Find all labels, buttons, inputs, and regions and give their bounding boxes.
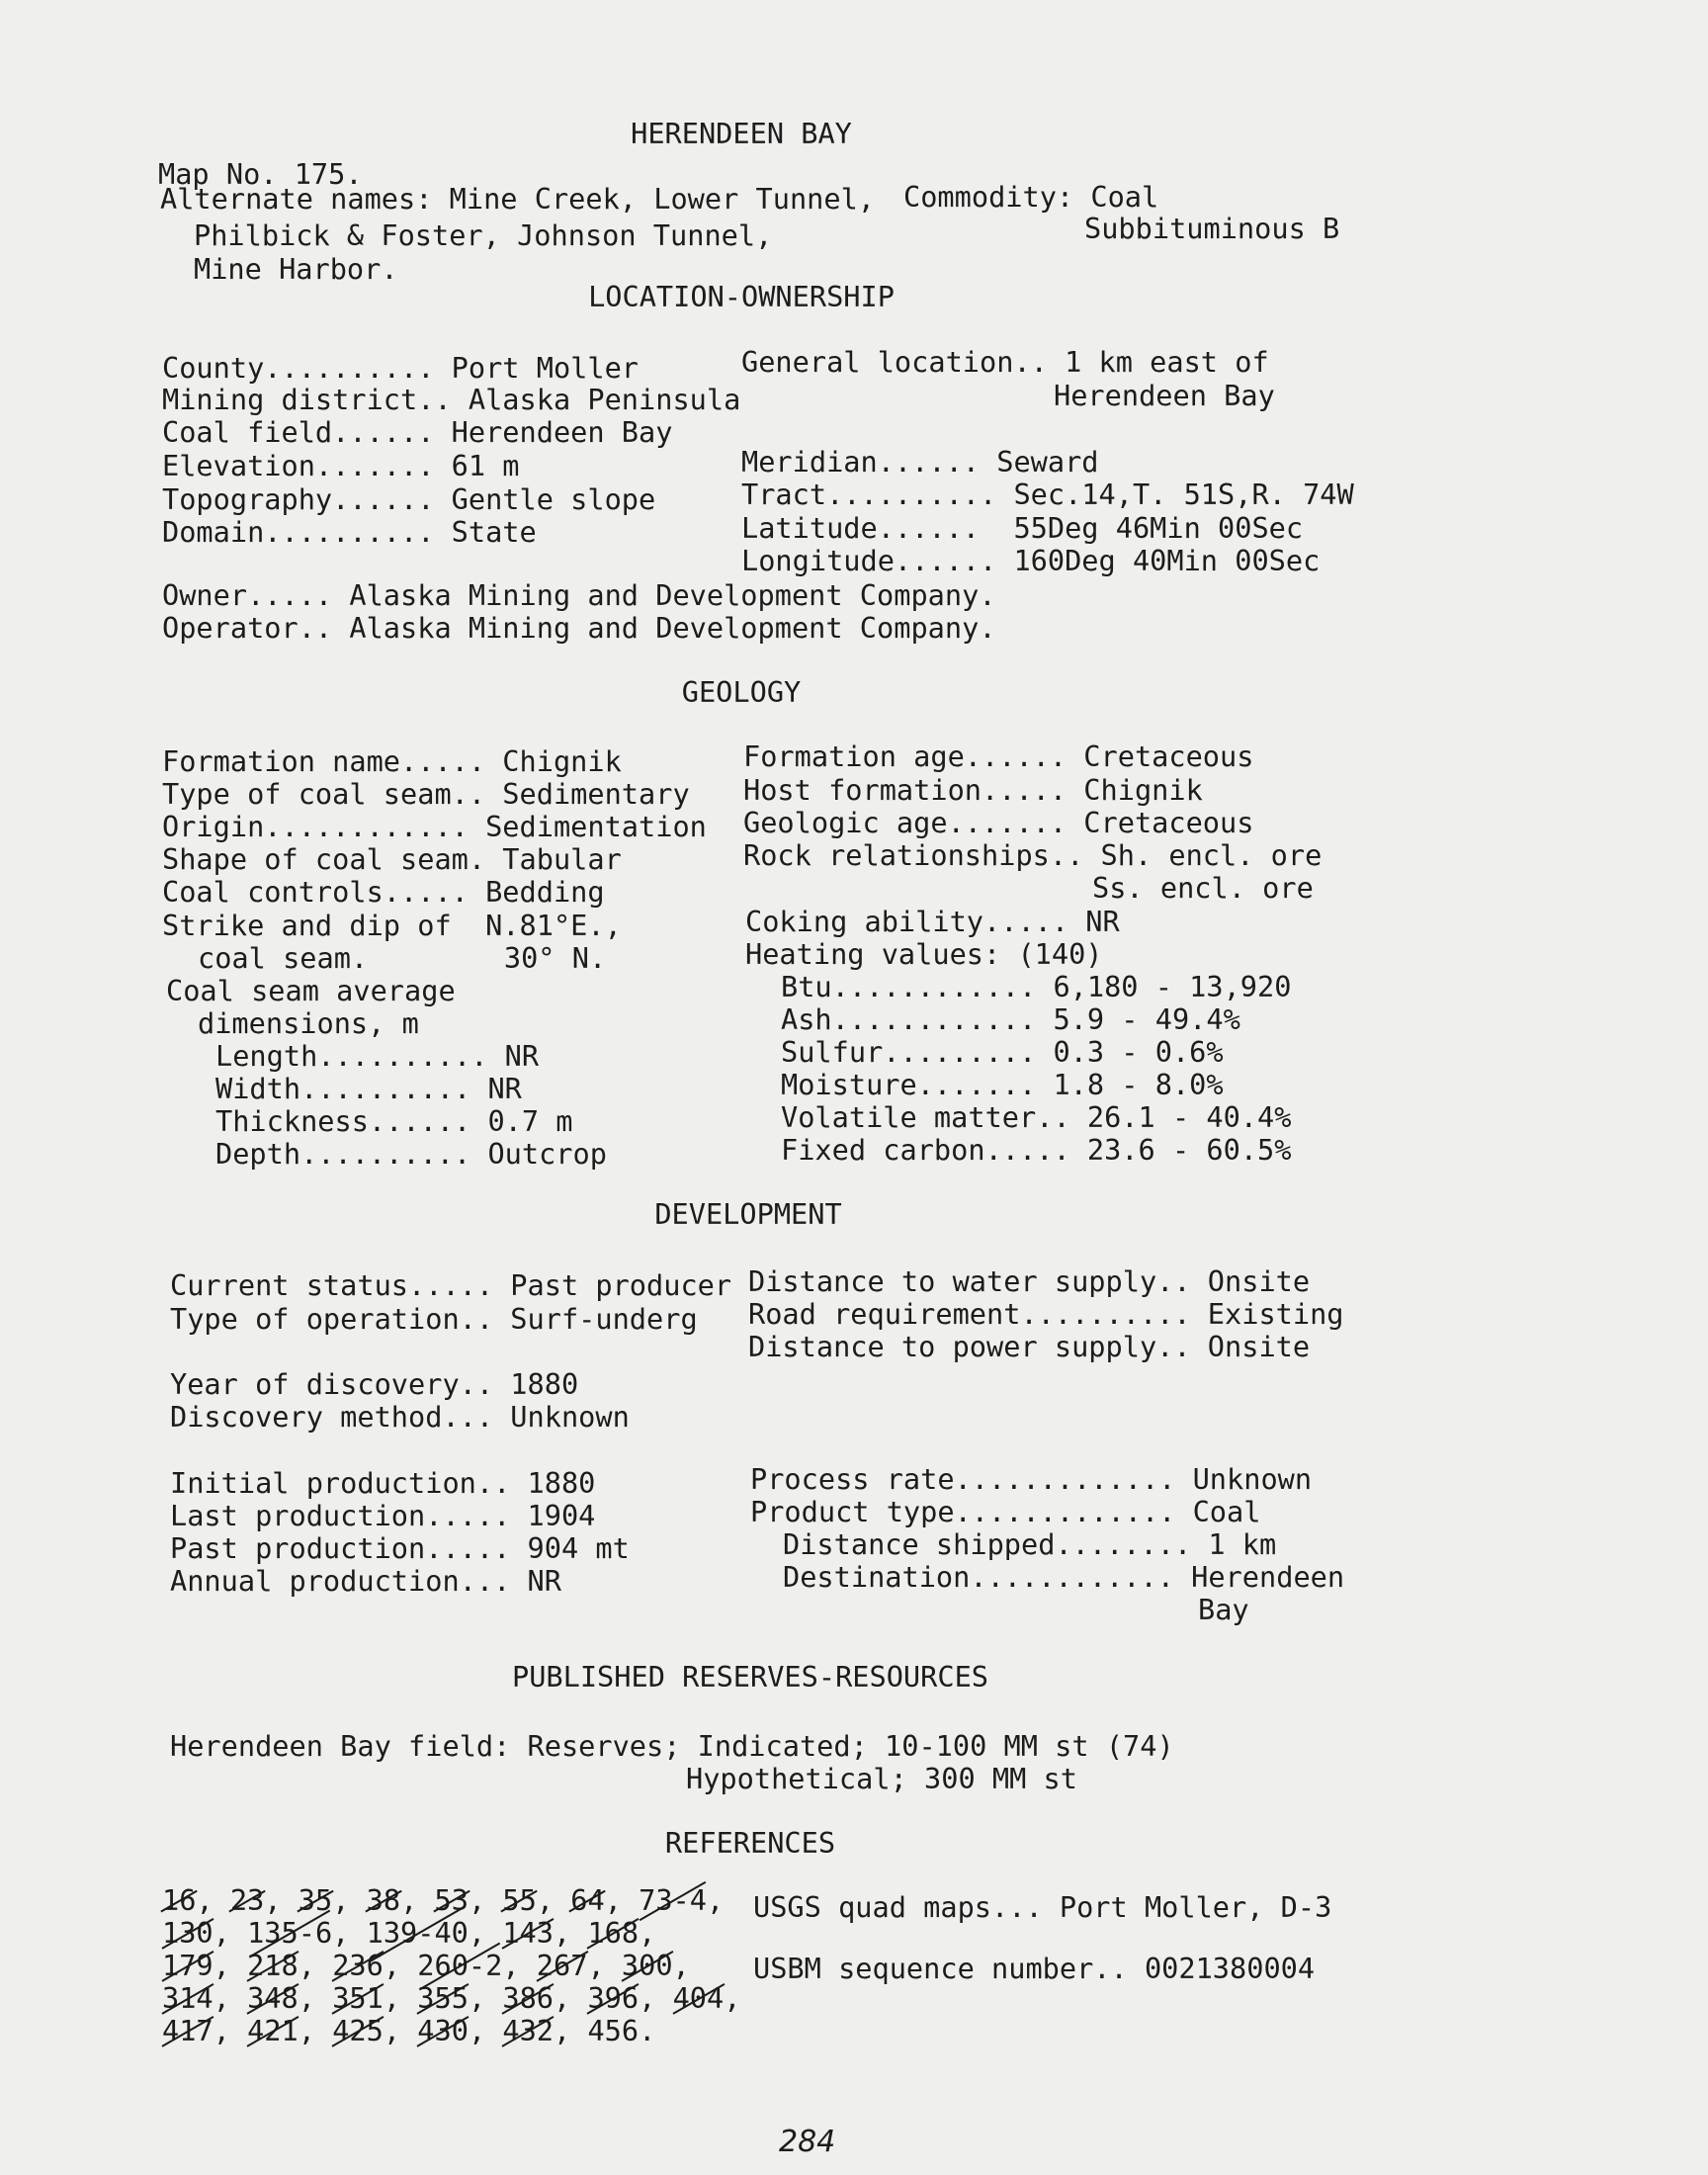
reference-text: , xyxy=(724,1981,741,2015)
reference-text: , xyxy=(264,1883,299,1917)
struck-reference-number: 16 xyxy=(162,1883,197,1917)
reference-text: , xyxy=(196,1883,230,1917)
reference-text: , xyxy=(604,1883,640,1917)
owner: Owner..... Alaska Mining and Development Company. xyxy=(162,578,996,612)
section-heading-references: REFERENCES xyxy=(664,1826,836,1860)
struck-reference-number: 425 xyxy=(332,2014,384,2047)
section-heading-geology: GEOLOGY xyxy=(681,675,802,709)
domain: Domain.......... State xyxy=(162,515,537,549)
reference-line xyxy=(162,1982,755,2015)
struck-reference-number: 314 xyxy=(162,1981,214,2015)
reference-text: , xyxy=(383,1981,418,2015)
reference-text: , xyxy=(213,1949,248,1982)
commodity: Commodity: Coal xyxy=(903,180,1159,214)
struck-reference-number: 260-2 xyxy=(417,1949,503,1982)
year-of-discovery: Year of discovery.. 1880 xyxy=(170,1367,579,1401)
struck-reference-number: 355 xyxy=(417,1981,469,2015)
ash: Ash............ 5.9 - 49.4% xyxy=(781,1002,1240,1036)
seam-average-line-2: dimensions, m xyxy=(198,1006,419,1040)
struck-reference-number: 236 xyxy=(332,1949,384,1982)
struck-reference-number: 64 xyxy=(570,1883,605,1917)
struck-reference-number: 430 xyxy=(417,2014,469,2047)
struck-reference-number: 179 xyxy=(162,1949,214,1982)
reference-text: , xyxy=(213,1981,248,2015)
reference-text: , xyxy=(672,1949,690,1982)
seam-width: Width.......... NR xyxy=(215,1072,522,1105)
seam-thickness: Thickness...... 0.7 m xyxy=(215,1104,573,1138)
reference-line xyxy=(162,2015,755,2047)
fixed-carbon: Fixed carbon..... 23.6 - 60.5% xyxy=(781,1133,1292,1167)
reference-line xyxy=(162,1917,755,1950)
formation-age: Formation age...... Cretaceous xyxy=(743,740,1254,773)
strike-dip-line-2: coal seam. 30° N. xyxy=(198,941,607,975)
reference-text: , xyxy=(213,1916,248,1950)
reserves-line-2: Hypothetical; 300 MM st xyxy=(686,1762,1077,1795)
section-heading-location: LOCATION-OWNERSHIP xyxy=(588,280,895,313)
tract: Tract.......... Sec.14,T. 51S,R. 74W xyxy=(741,478,1354,511)
meridian: Meridian...... Seward xyxy=(741,445,1099,478)
reference-text: , xyxy=(468,1916,503,1950)
struck-reference-number: 35 xyxy=(298,1883,333,1917)
reference-text: , xyxy=(383,2014,418,2047)
reference-text: , xyxy=(383,1949,418,1982)
volatile-matter: Volatile matter.. 26.1 - 40.4% xyxy=(781,1100,1292,1134)
reference-text: , xyxy=(332,1916,367,1950)
reference-text: , xyxy=(587,1949,622,1982)
struck-reference-number: 55 xyxy=(502,1883,537,1917)
reference-text: , xyxy=(502,1949,537,1982)
rock-relationships-line-1: Rock relationships.. Sh. encl. ore xyxy=(743,838,1323,872)
struck-reference-number: 351 xyxy=(332,1981,384,2015)
reference-text: 456. xyxy=(587,2014,656,2047)
current-status: Current status..... Past producer xyxy=(170,1268,732,1302)
usgs-quad-maps: USGS quad maps... Port Moller, D-3 xyxy=(753,1890,1332,1924)
commodity-rank: Subbituminous B xyxy=(1084,212,1340,245)
host-formation: Host formation..... Chignik xyxy=(743,773,1203,807)
operator: Operator.. Alaska Mining and Development Company. xyxy=(162,611,996,645)
reference-text: , xyxy=(554,1916,588,1950)
reference-text: , xyxy=(554,1981,588,2015)
reference-text: , xyxy=(554,2014,588,2047)
page-number: 284 xyxy=(779,2125,836,2159)
destination-line-2: Bay xyxy=(1198,1593,1249,1626)
moisture: Moisture....... 1.8 - 8.0% xyxy=(781,1068,1224,1101)
struck-reference-number: 73-4 xyxy=(639,1883,707,1917)
reference-text: , xyxy=(468,1981,503,2015)
coal-field: Coal field...... Herendeen Bay xyxy=(162,415,673,449)
alternate-names-line-3: Mine Harbor. xyxy=(194,252,398,286)
topography: Topography...... Gentle slope xyxy=(162,482,656,516)
struck-reference-number: 38 xyxy=(366,1883,401,1917)
section-heading-reserves: PUBLISHED RESERVES-RESOURCES xyxy=(511,1660,989,1694)
struck-reference-number: 143 xyxy=(502,1916,554,1950)
struck-reference-number: 432 xyxy=(502,2014,555,2047)
product-type: Product type............. Coal xyxy=(750,1495,1261,1528)
reference-text: , xyxy=(536,1883,571,1917)
process-rate: Process rate............. Unknown xyxy=(750,1462,1313,1496)
struck-reference-number: 267 xyxy=(536,1949,588,1982)
operation-type: Type of operation.. Surf-underg xyxy=(170,1302,698,1336)
latitude: Latitude...... 55Deg 46Min 00Sec xyxy=(741,511,1304,545)
struck-reference-number: 168 xyxy=(587,1916,640,1950)
reference-text: , xyxy=(298,1981,333,2015)
reference-text: , xyxy=(639,1981,673,2015)
map-number: Map No. 175. xyxy=(158,157,363,191)
struck-reference-number: 417 xyxy=(162,2014,214,2047)
distance-shipped: Distance shipped........ 1 km xyxy=(783,1527,1277,1561)
mining-district: Mining district.. Alaska Peninsula xyxy=(162,383,741,416)
usbm-sequence-number: USBM sequence number.. 0021380004 xyxy=(753,1952,1316,1985)
reference-text: , xyxy=(298,2014,333,2047)
seam-length: Length.......... NR xyxy=(215,1039,540,1073)
reference-text: , xyxy=(213,2014,248,2047)
initial-production: Initial production.. 1880 xyxy=(170,1466,596,1500)
struck-reference-number: 135-6 xyxy=(247,1916,333,1950)
coking-ability: Coking ability..... NR xyxy=(745,905,1120,938)
reference-text: , xyxy=(707,1883,725,1917)
last-production: Last production..... 1904 xyxy=(170,1499,596,1532)
reference-text: , xyxy=(400,1883,435,1917)
discovery-method: Discovery method... Unknown xyxy=(170,1400,630,1434)
alternate-names-line-1: Alternate names: Mine Creek, Lower Tunnel, xyxy=(160,182,876,216)
struck-reference-number: 421 xyxy=(247,2014,299,2047)
seam-depth: Depth.......... Outcrop xyxy=(215,1137,607,1171)
rock-relationships-line-2: Ss. encl. ore xyxy=(1092,871,1314,905)
elevation: Elevation....... 61 m xyxy=(162,449,520,482)
county: County.......... Port Moller xyxy=(162,351,640,385)
general-location-line-2: Herendeen Bay xyxy=(1054,379,1275,412)
struck-reference-number: 23 xyxy=(229,1883,265,1917)
struck-reference-number: 404 xyxy=(672,1981,725,2015)
btu: Btu............ 6,180 - 13,920 xyxy=(781,970,1292,1003)
reference-text: , xyxy=(639,1916,656,1950)
reserves-line-1: Herendeen Bay field: Reserves; Indicated; 10-100 MM st (74) xyxy=(170,1729,1174,1763)
reference-text: , xyxy=(332,1883,367,1917)
longitude: Longitude...... 160Deg 40Min 00Sec xyxy=(741,544,1321,577)
seam-shape: Shape of coal seam. Tabular xyxy=(162,842,622,876)
destination-line-1: Destination............ Herendeen xyxy=(783,1560,1345,1594)
struck-reference-number: 139-40 xyxy=(366,1916,469,1950)
sulfur: Sulfur......... 0.3 - 0.6% xyxy=(781,1035,1224,1069)
coal-seam-type: Type of coal seam.. Sedimentary xyxy=(162,777,690,811)
strike-dip-line-1: Strike and dip of N.81°E., xyxy=(162,909,622,942)
struck-reference-number: 386 xyxy=(502,1981,555,2015)
reference-text: , xyxy=(298,1949,333,1982)
general-location-line-1: General location.. 1 km east of xyxy=(741,345,1269,379)
seam-average-line-1: Coal seam average xyxy=(166,974,456,1007)
coal-controls: Coal controls..... Bedding xyxy=(162,875,605,909)
reference-number-list xyxy=(162,1884,755,2047)
struck-reference-number: 130 xyxy=(162,1916,214,1950)
struck-reference-number: 396 xyxy=(587,1981,640,2015)
heating-values: Heating values: (140) xyxy=(745,937,1103,971)
reference-line xyxy=(162,1884,755,1917)
distance-power-supply: Distance to power supply.. Onsite xyxy=(748,1330,1311,1363)
struck-reference-number: 348 xyxy=(247,1981,299,2015)
annual-production: Annual production... NR xyxy=(170,1564,561,1598)
struck-reference-number: 53 xyxy=(434,1883,469,1917)
past-production: Past production..... 904 mt xyxy=(170,1531,630,1565)
geologic-age: Geologic age....... Cretaceous xyxy=(743,806,1254,839)
reference-line xyxy=(162,1950,755,1982)
section-heading-development: DEVELOPMENT xyxy=(654,1197,842,1231)
formation-name: Formation name..... Chignik xyxy=(162,744,622,778)
origin: Origin............ Sedimentation xyxy=(162,810,707,843)
reference-text: , xyxy=(468,1883,503,1917)
struck-reference-number: 218 xyxy=(247,1949,299,1982)
page-title: HERENDEEN BAY xyxy=(631,117,852,150)
alternate-names-line-2: Philbick & Foster, Johnson Tunnel, xyxy=(194,218,773,252)
distance-water-supply: Distance to water supply.. Onsite xyxy=(748,1264,1311,1298)
road-requirement: Road requirement.......... Existing xyxy=(748,1297,1344,1331)
reference-text: , xyxy=(468,2014,503,2047)
struck-reference-number: 300 xyxy=(621,1949,673,1982)
